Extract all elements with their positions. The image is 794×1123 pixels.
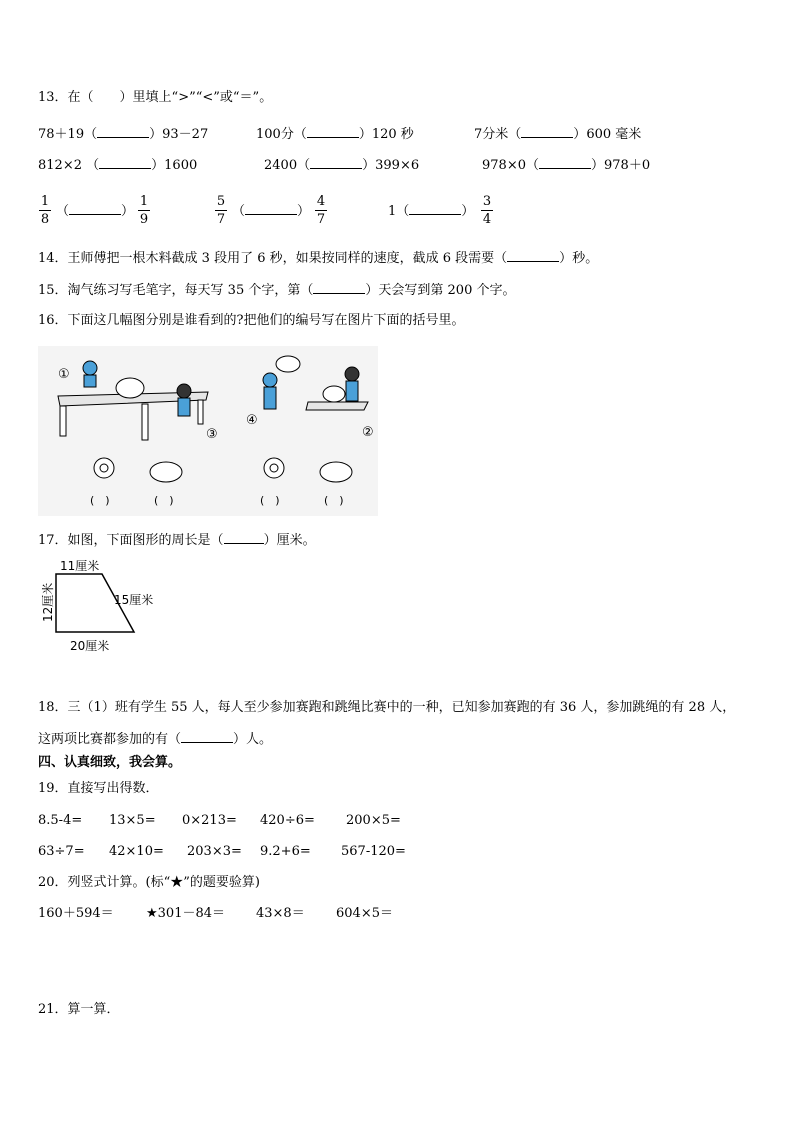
q13-title: 13．在（ ）里填上“>”“<”或“＝”。 [38,90,273,105]
small-table [306,402,368,410]
teapot-on-table [116,378,144,398]
q20-item: 160＋594＝ [38,906,114,921]
table-leg [142,404,148,440]
fraction: 1 8 [40,194,50,227]
q15: 15．淘气练习写毛笔字，每天写 35 个字，第（ ）天会写到第 200 个字。 [38,283,516,298]
side-length: 15厘米 [114,593,154,607]
q13-r2-item2: 2400（ ）399×6 [264,158,420,173]
top-length: 11厘米 [60,559,100,573]
label-1: ① [58,367,70,382]
compare-blank-group: 1（ ） [388,204,475,219]
teapot-small-table [323,386,345,402]
q20-item: 43×8＝ [256,906,305,921]
child-1-head [83,361,97,375]
answer-blank[interactable] [313,282,365,294]
answer-blank[interactable] [521,126,573,138]
answer-blank[interactable] [307,126,359,138]
q13-r1-item2: 100分（ ）120 秒 [256,127,414,142]
child-1-body [84,375,96,387]
q18-line1: 18．三（1）班有学生 55 人，每人至少参加赛跑和跳绳比赛中的一种，已知参加赛跑的有 36 人，参加跳绳的有 28 人， [38,700,736,715]
child-2-body [346,381,358,401]
q20-item: 604×5＝ [336,906,393,921]
label-3: ③ [206,427,218,442]
q19-item: 8.5-4= [38,813,83,828]
q17: 17．如图，下面图形的周长是（ ）厘米。 [38,533,316,548]
answer-blank[interactable] [409,203,461,215]
q19-item: 0×213= [182,813,237,828]
q20-title: 20．列竖式计算。(标“★”的题要验算) [38,875,260,890]
left-length: 12厘米 [41,582,55,622]
answer-blank[interactable] [224,532,264,544]
q13-r1-item1: 78＋19（ ）93－27 [38,127,209,142]
child-3-body [178,398,190,416]
child-3-head [177,384,191,398]
answer-paren: ( ) [90,494,110,507]
q19-item: 42×10= [109,844,164,859]
view-side-2 [320,462,352,482]
label-4: ④ [246,413,258,428]
teapot-views-figure [38,346,378,516]
q19-item: 420÷6= [260,813,315,828]
child-2-head [345,367,359,381]
answer-blank[interactable] [97,126,149,138]
fraction: 5 7 [216,194,226,227]
bottom-length: 20厘米 [70,639,110,653]
compare-blank-group: （ ） [232,204,311,219]
q16-title: 16．下面这几幅图分别是谁看到的?把他们的编号写在图片下面的括号里。 [38,313,465,328]
answer-blank[interactable] [539,157,591,169]
q19-item: 203×3= [187,844,242,859]
q19-item: 567-120= [341,844,406,859]
q19-item: 13×5= [109,813,156,828]
answer-paren: ( ) [324,494,344,507]
compare-blank-group: （ ） [56,204,135,219]
q13-r2-item1: 812×2 （ ）1600 [38,158,198,173]
q13-r2-item3: 978×0（ ）978＋0 [482,158,651,173]
answer-blank[interactable] [69,203,121,215]
answer-paren: ( ) [260,494,280,507]
left-expr: 78＋19 [38,127,85,142]
fraction: 3 4 [482,194,492,227]
q20-item: ★301－84＝ [146,906,226,921]
q13-r1-item3: 7分米（ ）600 毫米 [474,127,642,142]
table-leg [60,406,66,436]
view-side-1 [150,462,182,482]
child-4-head [263,373,277,387]
label-2: ② [362,425,374,440]
q18-line2: 这两项比赛都参加的有（ ）人。 [38,732,273,747]
answer-blank[interactable] [99,157,151,169]
right-expr: 93－27 [162,127,209,142]
q21-title: 21．算一算． [38,1002,120,1017]
q14: 14．王师傅把一根木料截成 3 段用了 6 秒，如果按同样的速度，截成 6 段需要（ ）秒。 [38,251,599,266]
fraction: 4 7 [316,194,326,227]
answer-blank[interactable] [245,203,297,215]
answer-blank[interactable] [181,731,233,743]
answer-paren: ( ) [154,494,174,507]
q19-item: 9.2+6= [260,844,311,859]
q19-item: 200×5= [346,813,401,828]
q19-item: 63÷7= [38,844,85,859]
answer-blank[interactable] [310,157,362,169]
answer-blank[interactable] [507,250,559,262]
teapot-held [276,356,300,372]
section-heading: 四、认真细致，我会算。 [38,755,182,770]
trapezoid-figure [38,556,168,656]
child-4-body [264,387,276,409]
table-leg [198,400,203,424]
fraction: 1 9 [139,194,149,227]
q19-title: 19．直接写出得数． [38,781,159,796]
